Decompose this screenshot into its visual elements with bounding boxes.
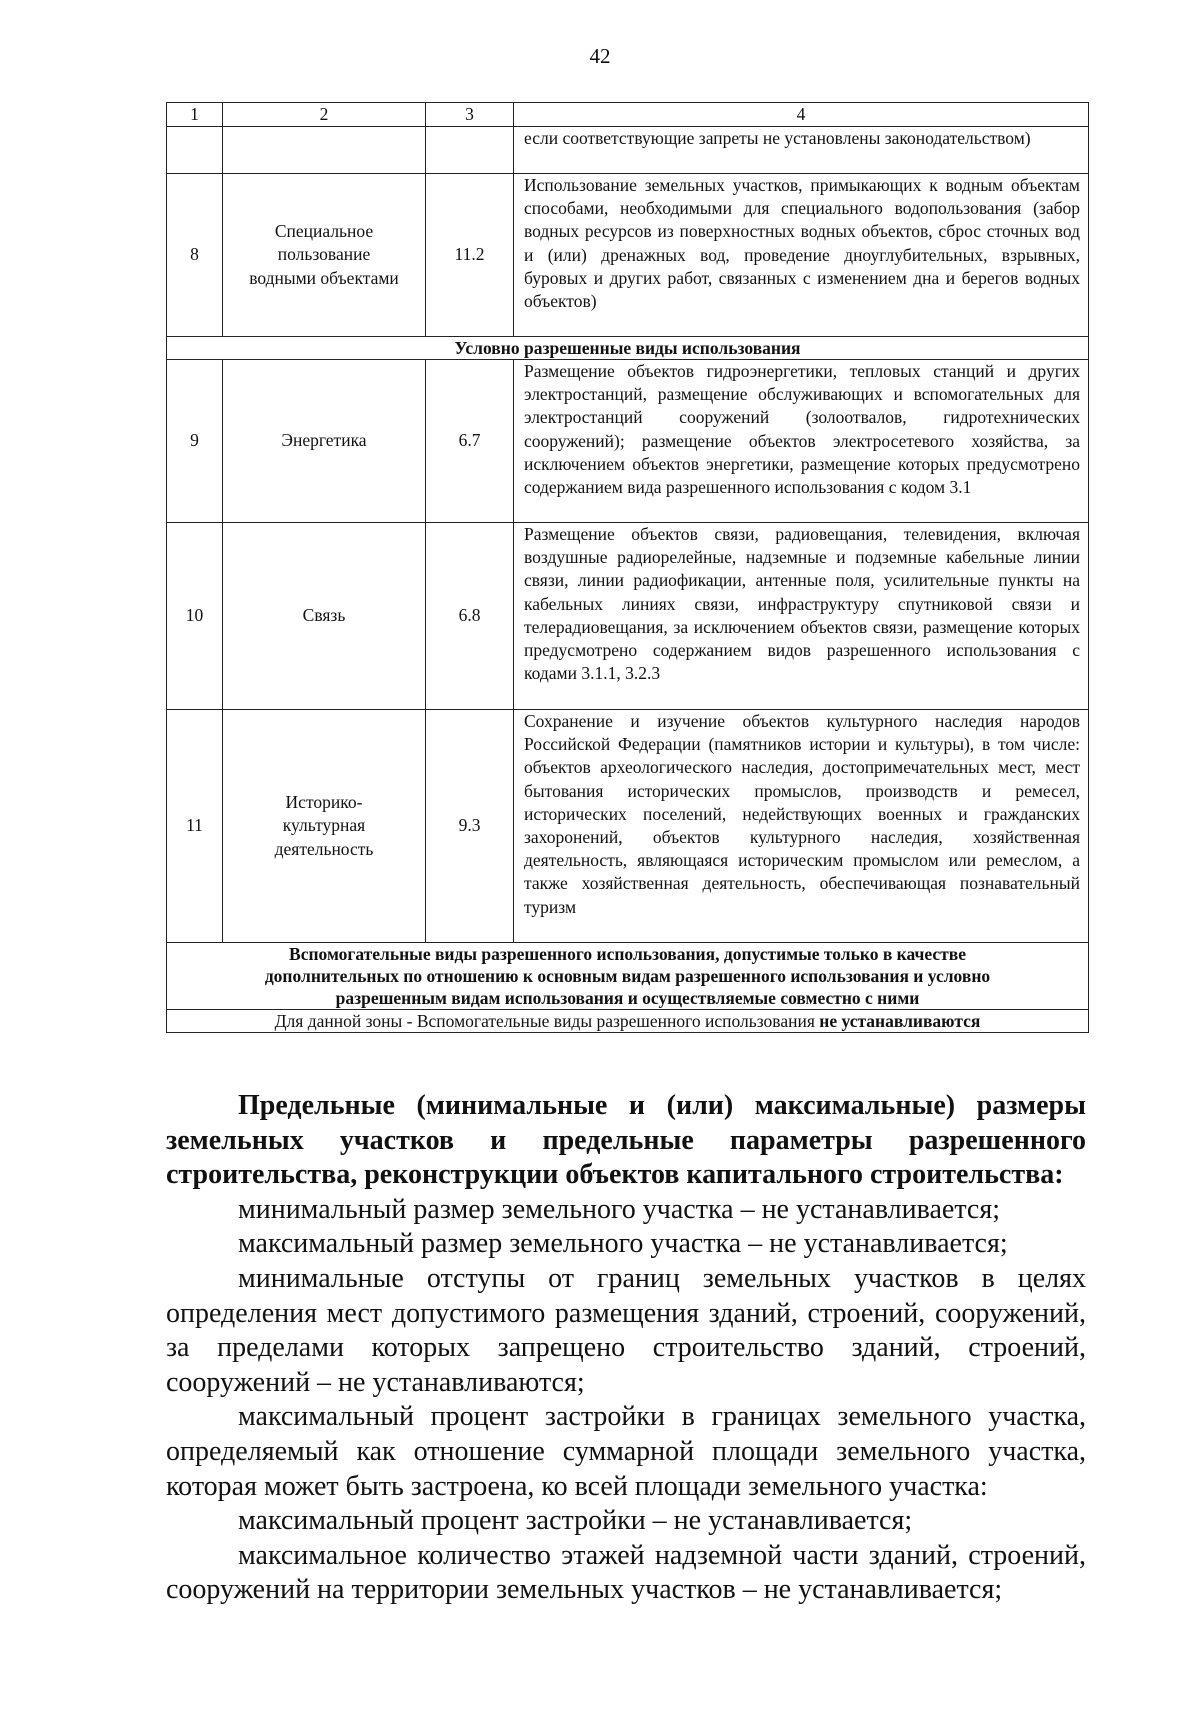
section-title: Вспомогательные виды разрешенного использования, допустимые только в качестве дополнительных по отношению к основным видам разрешенного использования и условно разрешенным видам использования и осуществляемые совместно с ними: [167, 943, 1089, 1010]
row-number: 8: [167, 174, 223, 337]
use-type-name: Энергетика: [223, 360, 426, 523]
auxiliary-note-row: [167, 1010, 1089, 1033]
parameters-section: [166, 1089, 1086, 1608]
parameter-item: максимальный процент застройки в границах земельного участка, определяемый как отношение суммарной площади земельного участка, которая может быть застроена, ко всей площади земельного участка:: [166, 1401, 1086, 1502]
table-row: [167, 174, 1089, 337]
row-number: 9: [167, 360, 223, 523]
use-type-description: Использование земельных участков, примыкающих к водным объектам способами, необходимыми для специального водопользования (забор водных ресурсов из поверхностных водных объектов, сброс сточных вод и (или) дренажных вод, проведение дноуглубительных, взрывных, буровых и других работ, связанных с изменением дна и берегов водных объектов): [514, 174, 1089, 337]
land-use-table: [166, 102, 1089, 1033]
section-row-conditional: [167, 337, 1089, 360]
parameter-item: максимальное количество этажей надземной части зданий, строений, сооружений на территории земельных участков – не устанавливается;: [166, 1539, 1086, 1606]
use-type-code: 9.3: [426, 710, 514, 943]
use-type-code: 6.7: [426, 360, 514, 523]
column-number-4: 4: [514, 103, 1089, 127]
parameter-item: минимальные отступы от границ земельных участков в целях определения мест допустимого размещения зданий, строений, сооружений, за пределами которых запрещено строительство зданий, строений, сооружений – не устанавливаются;: [166, 1262, 1086, 1398]
column-number-2: 2: [223, 103, 426, 127]
use-type-description: Размещение объектов связи, радиовещания, телевидения, включая воздушные радиорелейные, надземные и подземные кабельные линии связи, линии радиофикации, антенные поля, усилительные пункты на кабельных линиях связи, инфраструктуру спутниковой связи и телерадиовещания, за исключением объектов связи, размещение которых предусмотрено содержанием видов разрешенного использования с кодами 3.1.1, 3.2.3: [514, 523, 1089, 710]
table-row: [167, 523, 1089, 710]
table-row: [167, 360, 1089, 523]
parameter-item: максимальный процент застройки – не устанавливается;: [238, 1505, 913, 1537]
section-title: Условно разрешенные виды использования: [167, 337, 1089, 360]
row-number: 10: [167, 523, 223, 710]
table-header-row: [167, 103, 1089, 127]
parameters-heading: Предельные (минимальные и (или) максимальные) размеры земельных участков и предельные параметры разрешенного строительства, реконструкции объектов капитального строительства:: [166, 1090, 1086, 1191]
continuation-text: если соответствующие запреты не установлены законодательством): [514, 127, 1089, 174]
use-type-name: Историко- культурная деятельность: [223, 710, 426, 943]
use-type-code: 6.8: [426, 523, 514, 710]
column-number-3: 3: [426, 103, 514, 127]
section-row-auxiliary: [167, 943, 1089, 1010]
use-type-code: 11.2: [426, 174, 514, 337]
use-type-name: Специальное пользование водными объектами: [223, 174, 426, 337]
column-number-1: 1: [167, 103, 223, 127]
use-type-description: Размещение объектов гидроэнергетики, тепловых станций и других электростанций, размещение обслуживающих и вспомогательных для электростанций сооружений (золоотвалов, гидротехнических сооружений); размещение объектов электросетевого хозяйства, за исключением объектов энергетики, размещение которых предусмотрено содержанием вида разрешенного использования с кодом 3.1: [514, 360, 1089, 523]
use-type-description: Сохранение и изучение объектов культурного наследия народов Российской Федерации (памятников истории и культуры), в том числе: объектов археологического наследия, достопримечательных мест, мест бытования исторических промыслов, производств и ремесел, исторических поселений, недействующих военных и гражданских захоронений, объектов культурного наследия, хозяйственная деятельность, являющаяся историческим промыслом или ремеслом, а также хозяйственная деятельность, обеспечивающая познавательный туризм: [514, 710, 1089, 943]
parameter-item: максимальный размер земельного участка – не устанавливается;: [238, 1228, 1008, 1260]
auxiliary-note: Для данной зоны - Вспомогательные виды разрешенного использования не устанавливаются: [167, 1010, 1089, 1033]
row-number: 11: [167, 710, 223, 943]
parameter-item: минимальный размер земельного участка – не устанавливается;: [238, 1193, 1001, 1225]
use-type-name: Связь: [223, 523, 426, 710]
page-number: 42: [589, 44, 611, 68]
table-row: [167, 710, 1089, 943]
table-row: [167, 127, 1089, 174]
